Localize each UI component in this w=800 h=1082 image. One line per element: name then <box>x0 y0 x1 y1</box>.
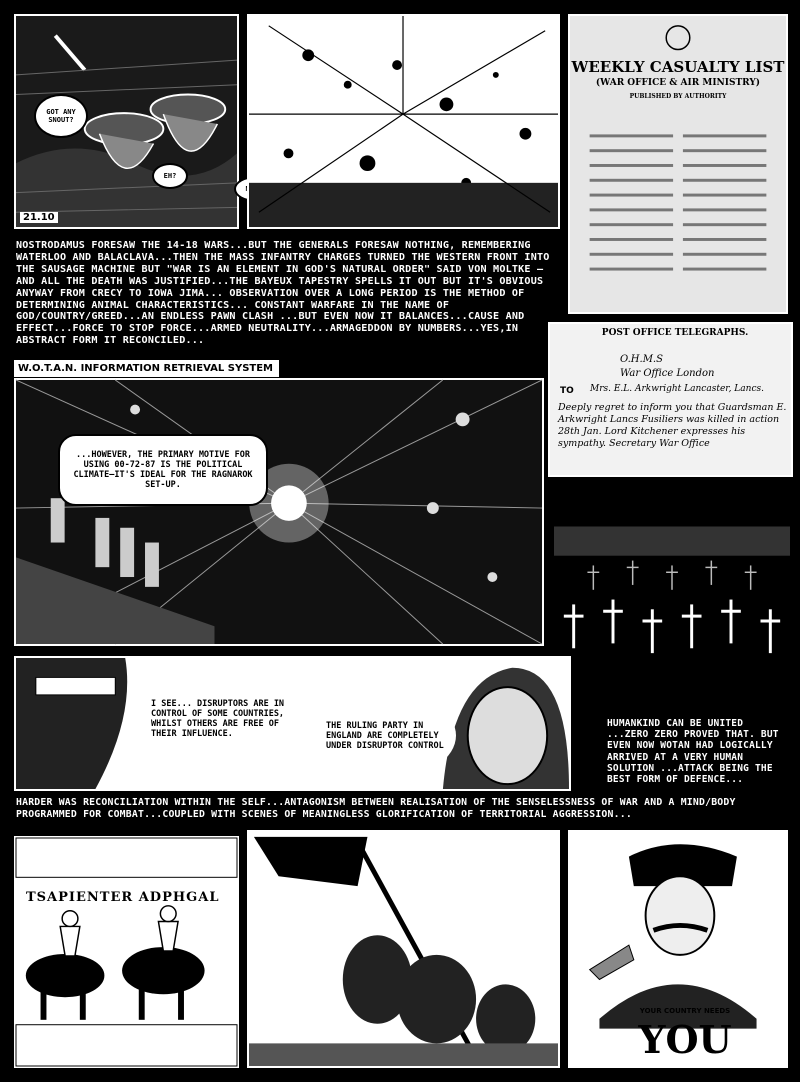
wotan-label: W.O.T.A.N. INFORMATION RETRIEVAL SYSTEM <box>18 363 274 374</box>
panel-bayeux-tapestry <box>14 836 239 1068</box>
poster-line: YOUR COUNTRY NEEDS <box>639 1007 731 1015</box>
wotan-header-bar <box>14 360 279 377</box>
telegram-to-label: TO <box>560 386 574 396</box>
panel-telegram <box>548 322 793 477</box>
panel-kitchener-poster <box>568 830 788 1068</box>
telegram-message: Deeply regret to inform you that Guardsman E. Arkwright Lancs Fusiliers was killed in action 28th Jan. Lord Kitchener expresses his sympathy. Secretary War Office <box>558 402 787 449</box>
timecode-label: 21.10 <box>20 212 58 223</box>
poster-headline: YOU <box>638 1017 732 1062</box>
narration-caption: HUMANKIND CAN BE UNITED ...ZERO ZERO PROVED THAT. BUT EVEN NOW WOTAN HAD LOGICALLY ARRIVED AT A VERY HUMAN SOLUTION ...ATTACK BEING THE BEST FORM OF DEFENCE... <box>607 718 779 786</box>
panel-flag-raising <box>247 830 560 1068</box>
tapestry-inscription: TSAPIENTER ADPHGAL <box>26 890 220 905</box>
speech-balloon: I SEE... DISRUPTORS ARE IN CONTROL OF SOME COUNTRIES, WHILST OTHERS ARE FREE OF THEIR INFLUENCE. <box>151 676 301 761</box>
speech-balloon: THE RULING PARTY IN ENGLAND ARE COMPLETELY UNDER DISRUPTOR CONTROL <box>326 693 456 778</box>
narration-caption: HARDER WAS RECONCILIATION WITHIN THE SELF...ANTAGONISM BETWEEN REALISATION OF THE SENSELESSNESS OF WAR AND A MIND/BODY PROGRAMMED FOR COMBAT...COUPLED WITH SCENES OF MEANINGLESS GLORIFICATION OF TERRITORIAL AGGRESSION... <box>16 797 736 820</box>
panel-faces <box>14 656 571 791</box>
panel-trench-soldiers <box>14 14 239 229</box>
speech-balloon: GOT ANY SNOUT? <box>34 94 88 138</box>
panel-wotan-chamber <box>14 378 544 646</box>
telegram-line: O.H.M.S <box>620 354 663 365</box>
telegram-line: Mrs. E.L. Arkwright Lancaster, Lancs. <box>590 384 764 394</box>
panel-explosion <box>247 14 560 229</box>
casualty-list-title: WEEKLY CASUALTY LIST <box>571 58 785 76</box>
casualty-list-published: PUBLISHED BY AUTHORITY <box>629 93 727 100</box>
panel-war-graves <box>552 505 792 660</box>
narration-caption: NOSTRODAMUS FORESAW THE 14-18 WARS...BUT THE GENERALS FORESAW NOTHING, REMEMBERING WATERLOO AND BALACLAVA...THEN THE MASS INFANTRY CHARGES TURNED THE WESTERN FRONT INTO THE SAUSAGE MACHINE BUT "WAR IS AN ELEMENT IN GOD'S NATURAL ORDER" SAID VON MOLTKE —AND ALL THE DEATH WAS JUSTIFIED...THE BAYEUX TAPESTRY SPELLS IT OUT BUT IT'S OBVIOUS ANYWAY FROM CRECY TO IOWA JIMA... OBSERVATION OVER A LONG PERIOD IS THE METHOD OF DETERMINING ANIMAL CHARACTERISTICS... CONSTANT WARFARE IN THE NAME OF GOD/COUNTRY/GREED...AN ENDLESS PAWN CLASH ...BUT EVEN NOW IT BALANCES...CAUSE AND EFFECT...FORCE TO STOP FORCE...ARMED NEUTRALITY...ARMAGEDDON BY NUMBERS...YES,IN ABSTRACT FORM IT RECONCILED... <box>16 240 550 347</box>
telegram-header: POST OFFICE TELEGRAPHS. <box>601 328 749 338</box>
telegram-line: War Office London <box>620 368 715 379</box>
panel-casualty-list <box>568 14 788 314</box>
speech-balloon: ...HOWEVER, THE PRIMARY MOTIVE FOR USING 00-72-87 IS THE POLITICAL CLIMATE—IT'S IDEAL FOR THE RAGNAROK SET-UP. <box>58 434 268 506</box>
speech-balloon: EH? <box>152 163 188 189</box>
casualty-list-subtitle: (WAR OFFICE & AIR MINISTRY) <box>595 78 761 88</box>
